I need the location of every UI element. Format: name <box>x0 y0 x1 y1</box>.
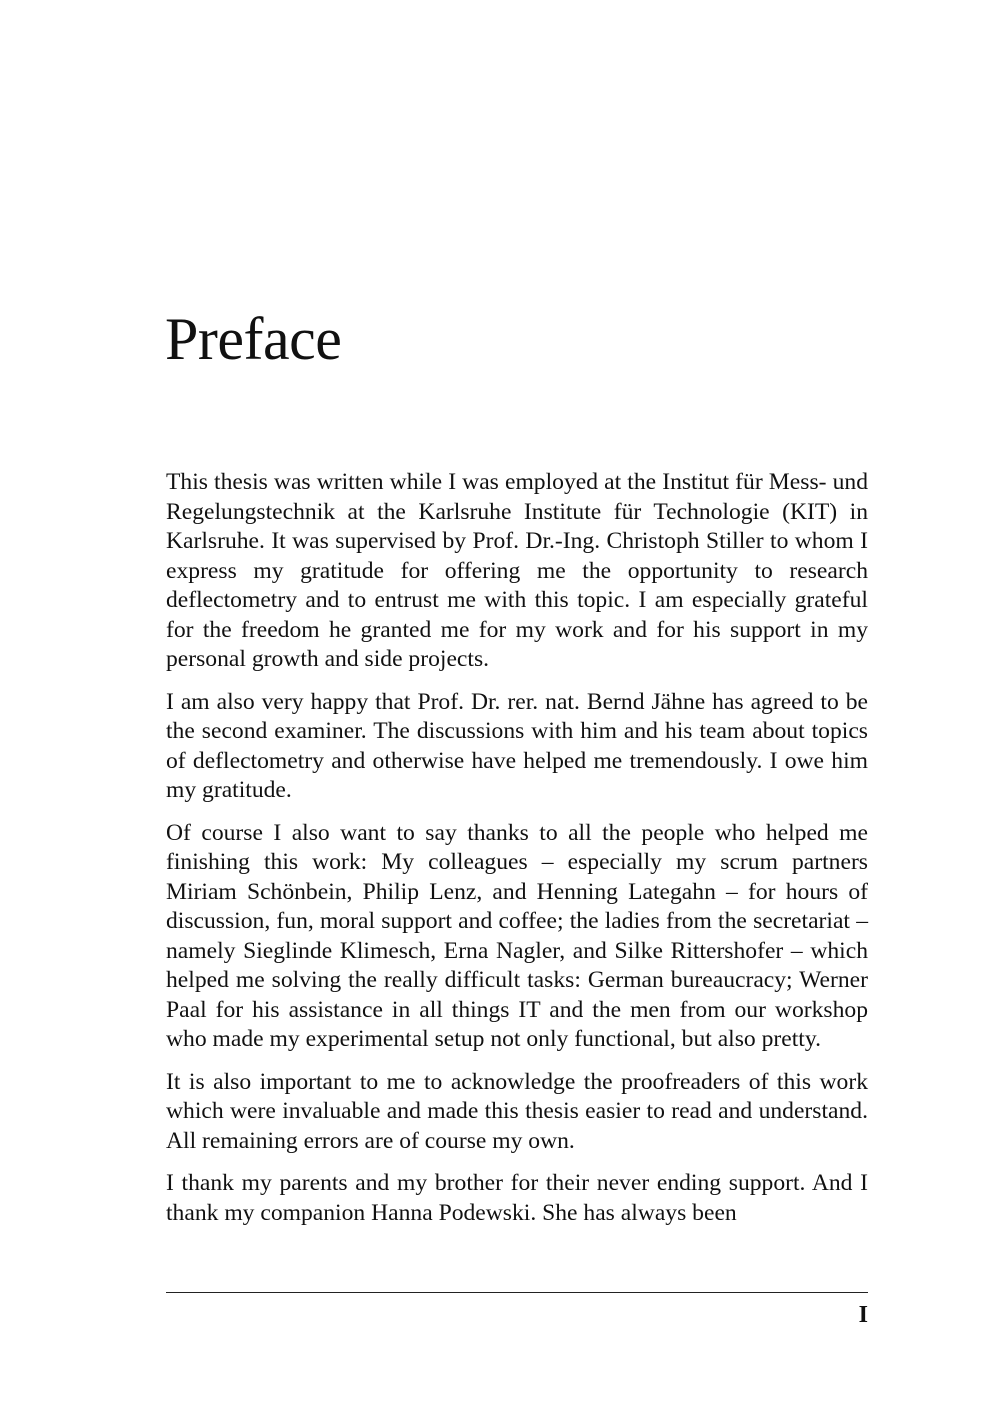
paragraph-family: I thank my parents and my brother for their never ending support. And I thank my companion Hanna Podewski. She has always been <box>166 1170 868 1226</box>
paragraph-examiner: I am also very happy that Prof. Dr. rer. nat. Bernd Jähne has agreed to be the second examiner. The discussions with him and his team about topics of deflectometry and otherwise have helped me tremendously. I owe him my gratitude. <box>166 688 868 803</box>
chapter-title: Preface <box>165 306 342 372</box>
paragraph-proofreaders: It is also important to me to acknowledge the proofreaders of this work which were invaluable and made this thesis easier to read and understand. All remaining errors are of course my own. <box>166 1068 868 1154</box>
body-text <box>166 468 868 1241</box>
paragraph-colleagues: Of course I also want to say thanks to all the people who helped me finishing this work: My colleagues – especially my scrum partners Miriam Schönbein, Philip Lenz, and Henning Lategahn – for hours of discussion, fun, moral support and coffee; the ladies from the secretariat – namely Sieglinde Klimesch, Erna Nagler, and Silke Rittershofer – which helped me solving the really difficult tasks: German bureaucracy; Werner Paal for his assistance in all things IT and the men from our workshop who made my experimental setup not only functional, but also pretty. <box>166 819 868 1052</box>
paragraph-supervisor: This thesis was written while I was employed at the Institut für Mess- und Regelungstechnik at the Karlsruhe Institute für Technologie (KIT) in Karlsruhe. It was supervised by Prof. Dr.-Ing. Christoph Stiller to whom I express my gratitude for offering me the opportunity to research deflectometry and to entrust me with this topic. I am especially grateful for the freedom he granted me for my work and for his support in my personal growth and side projects. <box>166 469 868 672</box>
page-number: I <box>858 1302 868 1328</box>
footer-divider <box>166 1292 868 1293</box>
